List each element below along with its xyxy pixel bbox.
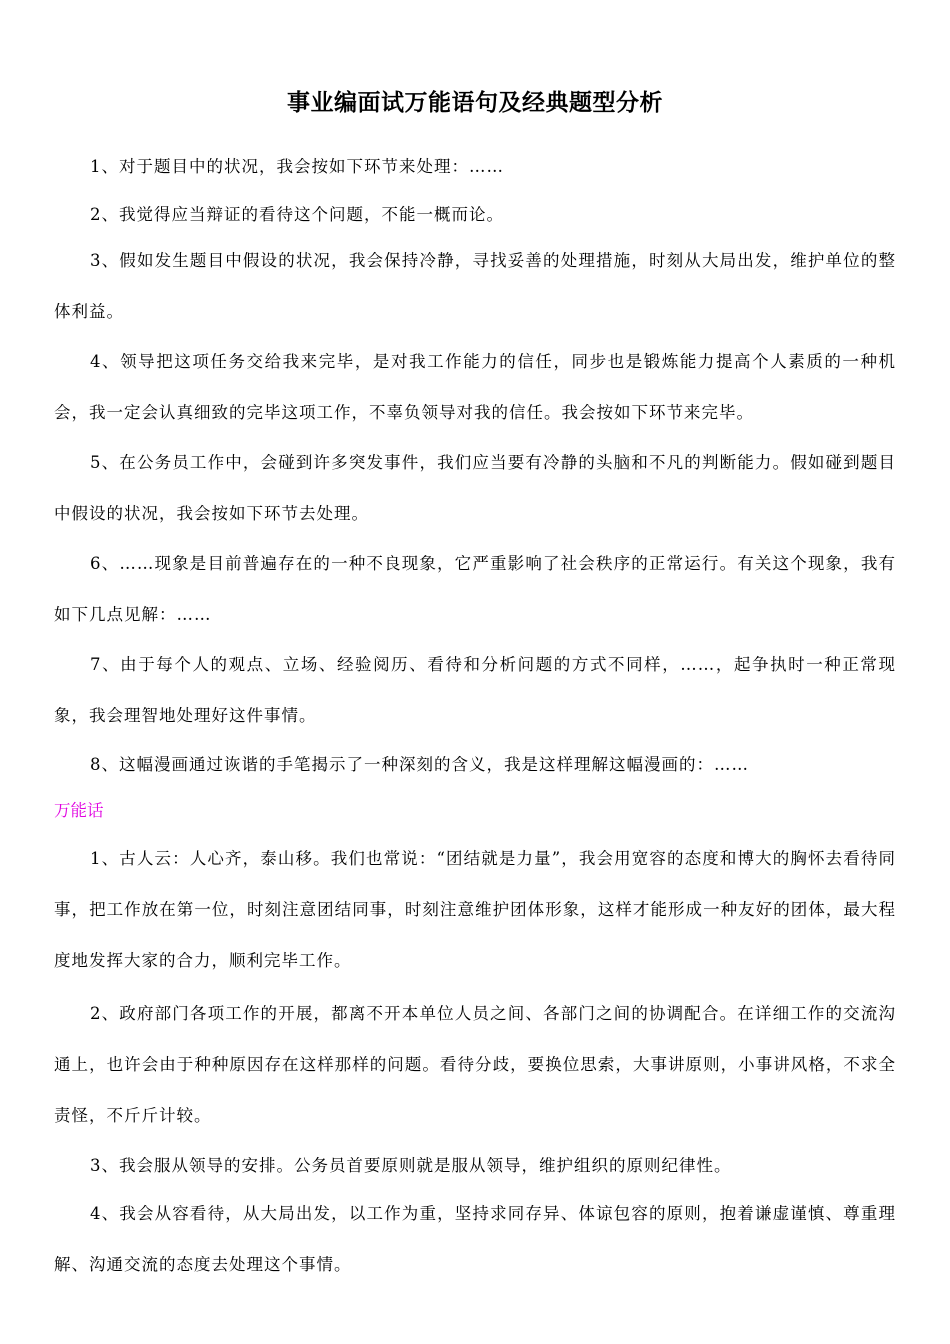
intro-item-3: 3、假如发生题目中假设的状况，我会保持冷静，寻找妥善的处理措施，时刻从大局出发，维护单位的整体利益。	[54, 251, 896, 321]
intro-item-2: 2、我觉得应当辩证的看待这个问题，不能一概而论。	[90, 205, 504, 224]
document-title: 事业编面试万能语句及经典题型分析	[287, 90, 663, 116]
intro-item-1: 1、对于题目中的状况，我会按如下环节来处理：……	[90, 157, 504, 176]
section-item-3: 3、我会服从领导的安排。公务员首要原则就是服从领导，维护组织的原则纪律性。	[90, 1156, 732, 1175]
intro-item-7: 7、由于每个人的观点、立场、经验阅历、看待和分析问题的方式不同样，……，起争执时一种正常现象，我会理智地处理好这件事情。	[54, 655, 896, 725]
intro-item-6: 6、……现象是目前普遍存在的一种不良现象，它严重影响了社会秩序的正常运行。有关这个现象，我有如下几点见解：……	[54, 554, 896, 624]
section-item-4: 4、我会从容看待，从大局出发，以工作为重，坚持求同存异、体谅包容的原则，抱着谦虚谨慎、尊重理解、沟通交流的态度去处理这个事情。	[54, 1204, 896, 1274]
intro-item-5: 5、在公务员工作中，会碰到许多突发事件，我们应当要有冷静的头脑和不凡的判断能力。假如碰到题目中假设的状况，我会按如下环节去处理。	[54, 453, 896, 523]
intro-item-8: 8、这幅漫画通过诙谐的手笔揭示了一种深刻的含义，我是这样理解这幅漫画的：……	[90, 755, 749, 774]
section-item-2: 2、政府部门各项工作的开展，都离不开本单位人员之间、各部门之间的协调配合。在详细工作的交流沟通上，也许会由于种种原因存在这样那样的问题。看待分歧，要换位思索，大事讲原则，小事讲风格，不求全责怪，不斤斤计较。	[54, 1004, 896, 1125]
section-item-1: 1、古人云：人心齐，泰山移。我们也常说：“团结就是力量”，我会用宽容的态度和博大的胸怀去看待同事，把工作放在第一位，时刻注意团结同事，时刻注意维护团体形象，这样才能形成一种友好的团体，最大程度地发挥大家的合力，顺利完毕工作。	[54, 849, 896, 970]
intro-item-4: 4、领导把这项任务交给我来完毕，是对我工作能力的信任，同步也是锻炼能力提高个人素质的一种机会，我一定会认真细致的完毕这项工作，不辜负领导对我的信任。我会按如下环节来完毕。	[54, 352, 896, 422]
section-label: 万能话	[54, 801, 104, 820]
